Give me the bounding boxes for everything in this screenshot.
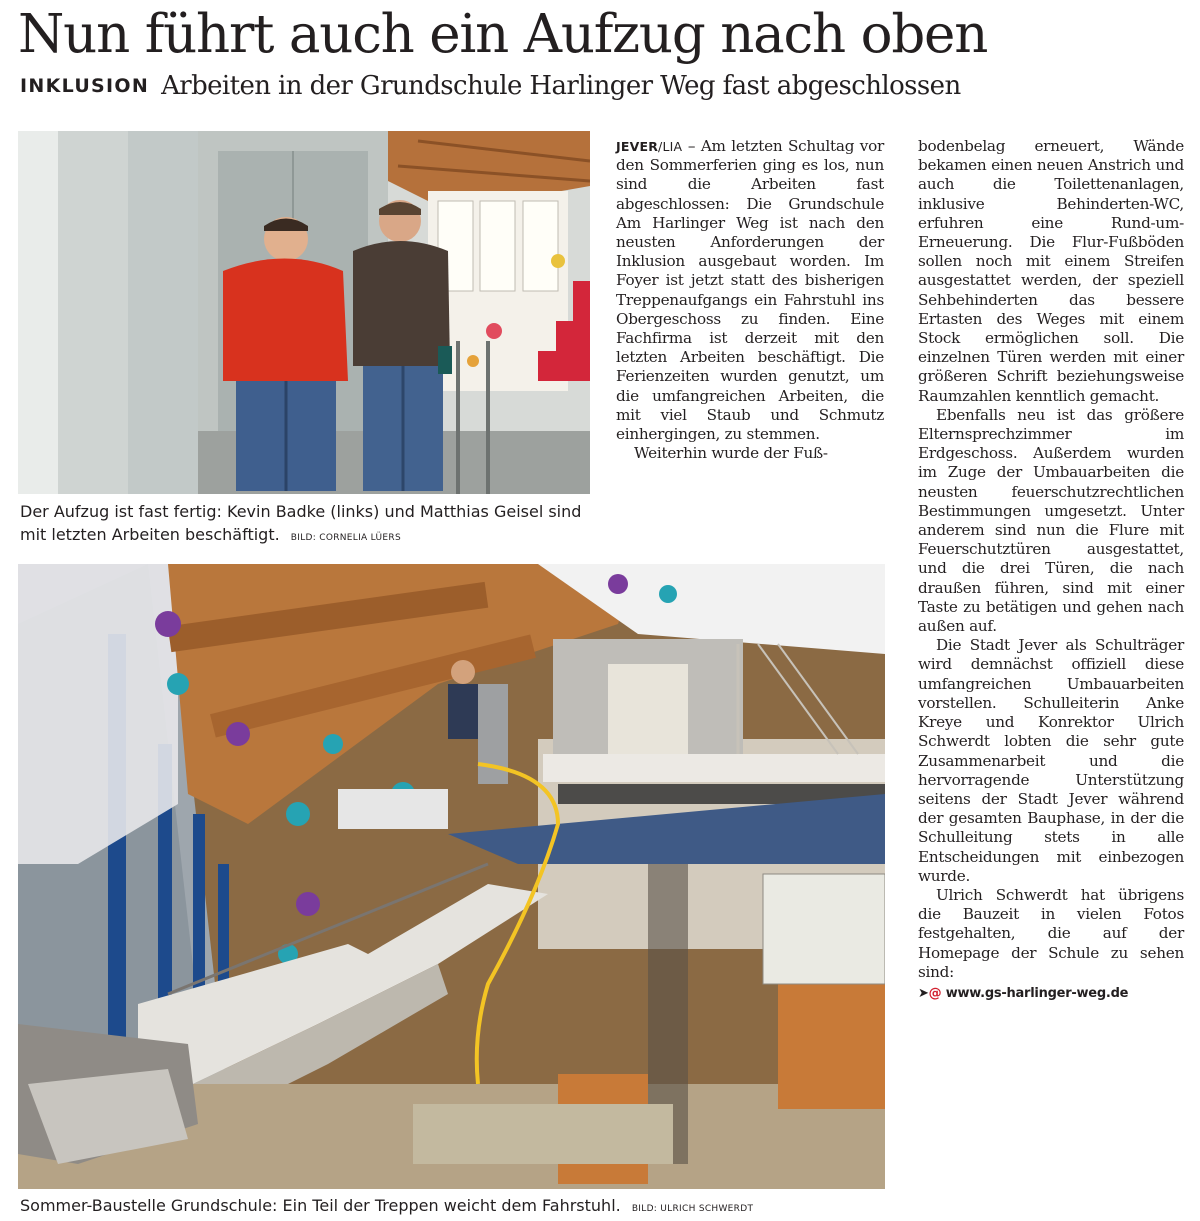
caption-photo-2 — [20, 1194, 900, 1221]
caption-photo-1 — [20, 500, 592, 550]
photo-credit: BILD: ULRICH SCHWERDT — [631, 1204, 754, 1214]
paragraph: Ulrich Schwerdt hat übrigens die Bauzeit in vielen Fotos festgehalten, die auf der Homepage der Schule zu sehen sind: — [918, 885, 1184, 981]
photo-construction-staircase — [18, 564, 885, 1189]
caption-text: Der Aufzug ist fast fertig: Kevin Badke (links) und Matthias Geisel sind mit letzten Arbeiten beschäftigt. — [20, 502, 582, 544]
website-link[interactable] — [918, 984, 1184, 1003]
subline — [20, 71, 1190, 105]
photo-credit: BILD: CORNELIA LÜERS — [290, 533, 401, 543]
paragraph: Weiterhin wurde der Fuß- — [634, 444, 828, 463]
headline: Nun führt auch ein Aufzug nach oben — [18, 4, 988, 65]
arrow-icon: ➤ — [918, 985, 929, 1001]
kicker: INKLUSION — [20, 75, 150, 97]
dateline-place: JEVER — [616, 139, 659, 154]
dateline — [616, 139, 682, 154]
link-url[interactable]: www.gs-harlinger-weg.de — [945, 985, 1129, 1001]
dateline-dash: – — [682, 137, 701, 155]
paragraph-text: Am letzten Schultag vor den Sommerferien ging es los, nun sind die Arbeiten fast abgeschlossen: Die Grundschule Am Harlinger Weg ist nach den neusten Anforderungen der Inklusion ausgebaut worden. Im Foyer ist jetzt statt des bisherigen Treppenaufgangs ein Fahrstuhl ins Obergeschoss zu finden. Eine Fachfirma ist derzeit mit den letzten Arbeiten beschäftigt. Die Ferienzeiten wurden genutzt, um die umfangreichen Arbeiten, die mit viel Staub und Schmutz einhergingen, zu stemmen. — [616, 137, 885, 444]
dateline-author: /LIA — [658, 139, 683, 154]
article-column-2 — [918, 137, 1184, 1003]
paragraph: Die Stadt Jever als Schulträger wird demnächst offiziell diese umfangreichen Umbauarbeiten vorstellen. Schulleiterin Anke Kreye und Konrektor Ulrich Schwerdt lobten die sehr gute Zusammenarbeit und die hervorragende Unterstützung seitens der Stadt Jever während der gesamten Bauphase, in der die Schulleitung stets in alle Entscheidungen mit einbezogen wurde. — [918, 636, 1184, 885]
paragraph: Ebenfalls neu ist das größere Elternsprechzimmer im Erdgeschoss. Außerdem wurden im Zuge der Umbauarbeiten die neusten feuerschutzrechtlichen Bestimmungen umgesetzt. Unter anderem sind nun die Flure mit Feuerschutztüren ausgestattet, und die drei Türen, die nach draußen führen, sind mit einer Taste zu betätigen und gehen nach außen auf. — [918, 405, 1184, 636]
photo-elevator-workers — [18, 131, 590, 494]
at-icon: @ — [928, 985, 942, 1001]
paragraph: bodenbelag erneuert, Wände bekamen einen neuen Anstrich und auch die Toilettenanlagen, inklusive Behinderten-WC, erfuhren eine Rund-um-Erneuerung. Die Flur-Fußböden sollen noch mit einem Streifen ausgestattet werden, der speziell Sehbehinderten das bessere Ertasten des Weges mit einem Stock ermöglichen soll. Die einzelnen Türen werden mit einer größeren Schrift beziehungsweise Raumzahlen kenntlich gemacht. — [918, 137, 1184, 405]
article-column-1 — [616, 137, 884, 463]
subtitle: Arbeiten in der Grundschule Harlinger Weg fast abgeschlossen — [161, 71, 961, 101]
paragraph — [616, 137, 884, 444]
caption-text: Sommer-Baustelle Grundschule: Ein Teil der Treppen weicht dem Fahrstuhl. — [20, 1196, 621, 1215]
